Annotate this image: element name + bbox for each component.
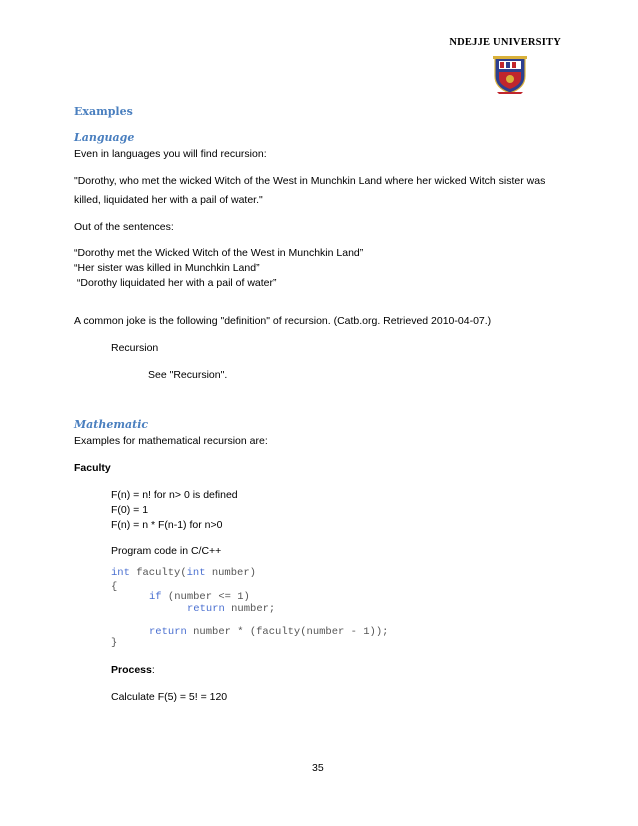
code-keyword: return [187,603,225,615]
code-open-brace: { [111,581,118,593]
university-crest-icon [491,52,529,94]
university-name: NDEJJE UNIVERSITY [449,37,561,48]
calculate-line: Calculate F(5) = 5! = 120 [111,691,228,703]
code-line-return [187,603,275,615]
code-text: number; [224,603,276,615]
quote-line-2: killed, liquidated her with a pail of water." [74,194,263,206]
mathematic-intro: Examples for mathematical recursion are: [74,435,268,447]
faculty-heading: Faculty [74,462,111,474]
formula-2: F(0) = 1 [111,504,149,516]
code-keyword: if [149,591,162,603]
code-line-signature [111,567,256,579]
code-text: number) [205,567,256,579]
process-label-text: Process [111,664,152,676]
code-keyword: return [149,626,187,638]
formula-1: F(n) = n! for n> 0 is defined [111,489,238,501]
mathematic-heading: Mathematic [74,418,149,431]
page-number: 35 [312,762,324,774]
sentence-3: “Dorothy liquidated her with a pail of water” [74,277,277,289]
code-close-brace: } [111,637,118,649]
recursion-definition: See "Recursion". [148,369,228,381]
language-heading: Language [74,131,135,144]
code-line-return-recursive [149,626,388,638]
sentences-intro: Out of the sentences: [74,221,174,233]
recursion-joke: A common joke is the following "definition" of recursion. (Catb.org. Retrieved 2010-04-07.) [74,315,492,327]
code-keyword: int [111,567,130,579]
process-label [111,664,155,676]
language-intro: Even in languages you will find recursion: [74,148,267,160]
examples-heading: Examples [74,105,133,118]
code-text: faculty( [129,567,187,579]
code-keyword: int [186,567,206,579]
sentence-1: “Dorothy met the Wicked Witch of the West in Munchkin Land” [74,247,364,259]
process-label-colon: : [151,664,155,676]
sentence-2: “Her sister was killed in Munchkin Land” [74,262,260,274]
recursion-term: Recursion [111,342,159,354]
code-text: (number <= 1) [161,591,250,603]
program-code-label: Program code in C/C++ [111,545,222,557]
code-text: number * (faculty(number - 1)); [186,626,389,638]
formula-3: F(n) = n * F(n-1) for n>0 [111,519,223,531]
code-line-if [149,591,250,603]
quote-line-1: "Dorothy, who met the wicked Witch of the West in Munchkin Land where her wicked Witch sister was [74,175,546,187]
